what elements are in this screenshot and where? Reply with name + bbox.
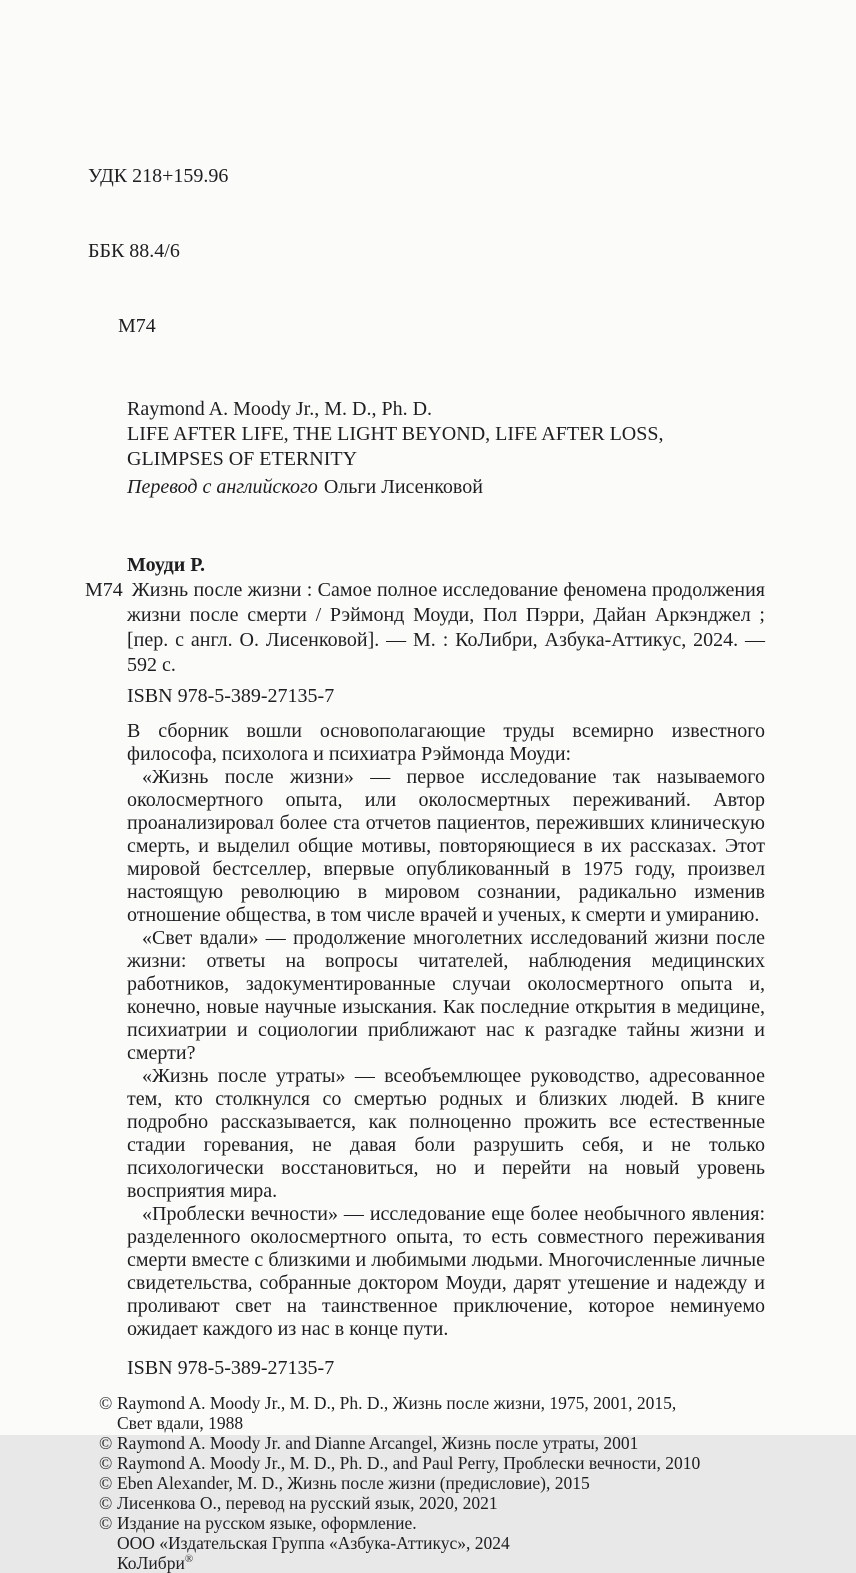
publisher-brand-line: КоЛибри® — [117, 1553, 194, 1573]
copyright-line: © Лисенкова О., перевод на русский язык, 2020, 2021 — [99, 1493, 498, 1513]
copyright-line-continuation: Свет вдали, 1988 — [117, 1413, 244, 1433]
copyright-block — [99, 1393, 771, 1573]
isbn-line-top: ISBN 978-5-389-27135-7 — [127, 685, 335, 707]
bbk-line: ББК 88.4/6 — [88, 240, 180, 262]
translation-label: Перевод с английского — [127, 476, 318, 498]
copyright-line: © Raymond A. Moody Jr. and Dianne Arcangel, Жизнь после утраты, 2001 — [99, 1433, 639, 1453]
translator-name: Ольги Лисенковой — [323, 476, 483, 498]
catalog-author-heading: Моуди Р. — [127, 554, 205, 576]
original-titles-line1: LIFE AFTER LIFE, THE LIGHT BEYOND, LIFE AFTER LOSS, — [127, 423, 664, 445]
original-titles-line2: GLIMPSES OF ETERNITY — [127, 448, 358, 470]
annotation-paragraph: «Проблески вечности» — исследование еще более необычного явления: разделенного околосмертного опыта, то есть совместного переживания смерти вместе с близкими и любимыми людьми. Многочисленные личные свидетельства, собранные доктором Моуди, дарят утешение и надежду и проливают свет на таинственное приключение, которое неминуемо ожидает каждого из нас в конце пути. — [127, 1203, 765, 1340]
annotation-paragraph: «Свет вдали» — продолжение многолетних исследований жизни после жизни: ответы на вопросы читателей, наблюдения медицинских работников, задокументированные случаи околосмертного опыта и, конечно, новые научные изыскания. Как последние открытия в медицине, психиатрии и социологии приближают нас к разгадке тайны жизни и смерти? — [127, 927, 765, 1064]
catalog-entry — [85, 578, 765, 678]
copyright-line: © Raymond A. Moody Jr., M. D., Ph. D., and Paul Perry, Проблески вечности, 2010 — [99, 1453, 701, 1473]
annotation-paragraph: В сборник вошли основополагающие труды всемирно известного философа, психолога и психиатра Рэймонда Моуди: — [127, 720, 765, 765]
isbn-line-bottom: ISBN 978-5-389-27135-7 — [127, 1357, 335, 1379]
registered-trademark-symbol: ® — [184, 1553, 194, 1566]
copyright-symbol: © — [99, 1393, 113, 1413]
copyright-line: © Издание на русском языке, оформление. — [99, 1513, 417, 1533]
copyright-line-continuation: ООО «Издательская Группа «Азбука-Аттикус», 2024 — [117, 1533, 510, 1553]
annotation-paragraph: «Жизнь после утраты» — всеобъемлющее руководство, адресованное тем, кто столкнулся со смертью родных и близких людей. В книге подробно рассказывается, как полноценно прожить все естественные стадии горевания, не давая боли разрушить себя, и не только психологически восстановиться, но и перейти на новый уровень восприятия мира. — [127, 1065, 765, 1202]
catalog-author-sign: М74 — [85, 579, 123, 601]
annotation-paragraph: «Жизнь после жизни» — первое исследование так называемого околосмертного опыта, или околосмертных переживаний. Автор проанализировал более ста отчетов пациентов, переживших клиническую смерть, и выделил общие мотивы, повторяющиеся в их рассказах. Этот мировой бестселлер, впервые опубликованный в 1975 году, произвел настоящую революцию в мировом сознании, радикально изменив отношение общества, в том числе врачей и ученых, к смерти и умиранию. — [127, 766, 765, 926]
copyright-symbol: © — [99, 1513, 113, 1533]
copyright-symbol: © — [99, 1473, 113, 1493]
copyright-symbol: © — [99, 1433, 113, 1453]
copyright-symbol: © — [99, 1453, 113, 1473]
original-author: Raymond A. Moody Jr., M. D., Ph. D. — [127, 398, 433, 420]
author-sign-top: М74 — [118, 315, 156, 337]
copyright-line: © Raymond A. Moody Jr., M. D., Ph. D., Жизнь после жизни, 1975, 2001, 2015, — [99, 1393, 677, 1413]
udk-line: УДК 218+159.96 — [88, 165, 229, 187]
annotation-block — [127, 720, 765, 1341]
classification-block — [88, 114, 856, 389]
copyright-symbol: © — [99, 1493, 113, 1513]
catalog-description: Жизнь после жизни : Самое полное исследование феномена продолжения жизни после смерти / Рэймонд Моуди, Пол Пэрри, Дайан Аркэнджел ; [пер. с англ. О. Лисенковой]. — М. : КоЛибри, Азбука-Аттикус, 2024. — 592 с. — [127, 579, 765, 676]
translation-credit — [127, 475, 856, 500]
copyright-line: © Eben Alexander, M. D., Жизнь после жизни (предисловие), 2015 — [99, 1473, 590, 1493]
original-title-block — [127, 397, 856, 472]
